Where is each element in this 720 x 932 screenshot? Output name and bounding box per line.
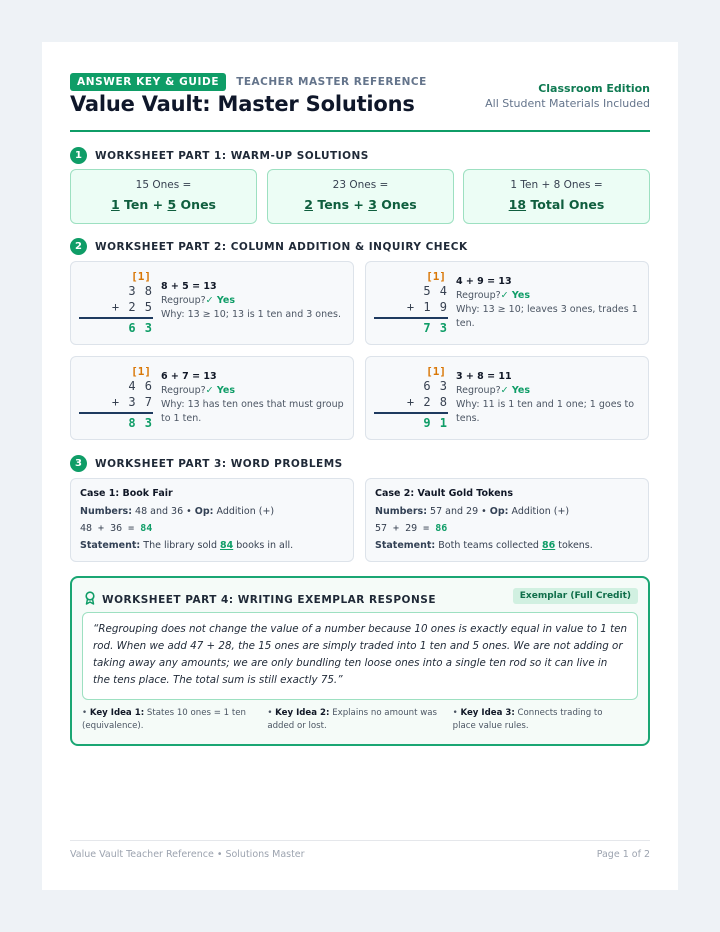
warmup-card [267, 169, 454, 224]
exemplar-response-panel [70, 576, 650, 746]
key-idea: • Key Idea 2: Explains no amount was added or lost. [267, 708, 437, 731]
addend-bottom: + 2 8 [406, 395, 448, 409]
ones-equation: 4 + 9 = 13 [456, 276, 512, 287]
regroup-check: Regroup?✓ Yes [161, 385, 236, 396]
word-problem-card [70, 478, 354, 562]
ones-equation: 8 + 5 = 13 [161, 281, 217, 292]
warmup-question: 15 Ones = [135, 179, 192, 191]
teacher-reference-label: TEACHER MASTER REFERENCE [236, 76, 427, 88]
key-idea: • Key Idea 1: States 10 ones = 1 ten (equivalence). [82, 708, 246, 731]
inquiry-explanation [456, 370, 640, 426]
regroup-reason: Why: 11 is 1 ten and 1 one; 1 goes to tens. [456, 399, 635, 424]
sum-answer: 6 3 [128, 320, 153, 335]
column-addition [374, 365, 448, 430]
sum-answer: 7 3 [423, 320, 448, 335]
regroup-reason: Why: 13 has ten ones that must group to 1 ten. [161, 399, 344, 424]
statement-line: Statement: The library sold 84 books in all. [80, 540, 294, 551]
equation-line: 57 + 29 = 86 [375, 523, 448, 534]
section-title: WORKSHEET PART 4: WRITING EXEMPLAR RESPONSE [102, 593, 437, 606]
warmup-answer: 2 Tens + 3 Ones [304, 197, 417, 212]
section-title: WORKSHEET PART 1: WARM-UP SOLUTIONS [95, 149, 369, 162]
case-title: Case 1: Book Fair [80, 488, 173, 499]
equation-line: 48 + 36 = 84 [80, 523, 153, 534]
footer-title: Value Vault Teacher Reference • Solutions Master [70, 849, 305, 860]
inquiry-explanation [161, 280, 345, 322]
award-ribbon-icon [84, 590, 96, 609]
sum-line [79, 412, 153, 414]
sum-line [374, 317, 448, 319]
carry-mark: [1] [426, 270, 446, 283]
section-heading-part1 [70, 147, 369, 164]
key-ideas [82, 707, 638, 733]
carry-mark: [1] [131, 270, 151, 283]
inquiry-explanation [161, 370, 345, 426]
exemplar-badge: Exemplar (Full Credit) [513, 588, 638, 604]
numbers-line: Numbers: 57 and 29 • Op: Addition (+) [375, 506, 570, 517]
key-idea: • Key Idea 3: Connects trading to place value rules. [452, 708, 603, 731]
statement-line: Statement: Both teams collected 86 tokens. [375, 540, 593, 551]
section-title: WORKSHEET PART 3: WORD PROBLEMS [95, 457, 343, 470]
warmup-card [70, 169, 257, 224]
regroup-check: Regroup?✓ Yes [456, 290, 531, 301]
sum-line [374, 412, 448, 414]
regroup-check: Regroup?✓ Yes [161, 295, 236, 306]
page-title: Value Vault: Master Solutions [70, 92, 415, 116]
section-number: 2 [70, 238, 87, 255]
addend-top: 3 8 [128, 284, 153, 298]
section-number: 1 [70, 147, 87, 164]
sum-answer: 8 3 [128, 415, 153, 430]
case-title: Case 2: Vault Gold Tokens [375, 488, 513, 499]
carry-mark: [1] [426, 365, 446, 378]
word-problem-card [365, 478, 649, 562]
regroup-check: Regroup?✓ Yes [456, 385, 531, 396]
column-addition [79, 365, 153, 430]
addition-problem-card [365, 356, 649, 440]
ones-equation: 6 + 7 = 13 [161, 371, 217, 382]
addend-top: 5 4 [423, 284, 448, 298]
ones-equation: 3 + 8 = 11 [456, 371, 512, 382]
worksheet-page [42, 42, 678, 890]
section-heading-part3 [70, 455, 343, 472]
warmup-question: 23 Ones = [332, 179, 389, 191]
edition-label: Classroom Edition [538, 82, 650, 95]
section-title: WORKSHEET PART 2: COLUMN ADDITION & INQUIRY CHECK [95, 240, 468, 253]
section-heading-part4 [84, 590, 436, 609]
numbers-line: Numbers: 48 and 36 • Op: Addition (+) [80, 506, 275, 517]
addend-top: 6 3 [423, 379, 448, 393]
addend-bottom: + 2 5 [111, 300, 153, 314]
addend-bottom: + 3 7 [111, 395, 153, 409]
warmup-question: 1 Ten + 8 Ones = [510, 179, 603, 191]
header-tags [70, 70, 427, 91]
addition-problem-card [70, 356, 354, 440]
regroup-reason: Why: 13 ≥ 10; 13 is 1 ten and 3 ones. [161, 309, 341, 320]
warmup-answer: 1 Ten + 5 Ones [111, 197, 216, 212]
answer-key-badge: ANSWER KEY & GUIDE [70, 73, 226, 91]
materials-label: All Student Materials Included [485, 97, 650, 110]
addition-problem-card [70, 261, 354, 345]
sum-answer: 9 1 [423, 415, 448, 430]
footer-divider [70, 840, 650, 841]
sum-line [79, 317, 153, 319]
section-number: 3 [70, 455, 87, 472]
carry-mark: [1] [131, 365, 151, 378]
exemplar-quote: “Regrouping does not change the value of a number because 10 ones is exactly equal in value to 1 ten rod. When we add 47 + 28, the 15 ones are simply traded into 1 ten and 5 ones. We are not adding or taking away any amounts; we are only bundling ten loose ones into a single ten rod so it can live in the tens place. The total sum is still exactly 75.” [82, 612, 638, 700]
addend-bottom: + 1 9 [406, 300, 448, 314]
regroup-reason: Why: 13 ≥ 10; leaves 3 ones, trades 1 ten. [456, 304, 638, 329]
addition-problem-card [365, 261, 649, 345]
column-addition [374, 270, 448, 335]
warmup-card [463, 169, 650, 224]
column-addition [79, 270, 153, 335]
edition-block [485, 82, 650, 110]
addend-top: 4 6 [128, 379, 153, 393]
inquiry-explanation [456, 275, 640, 331]
warmup-answer: 18 Total Ones [508, 197, 605, 212]
page-number: Page 1 of 2 [596, 849, 650, 860]
section-heading-part2 [70, 238, 468, 255]
header-divider [70, 130, 650, 132]
